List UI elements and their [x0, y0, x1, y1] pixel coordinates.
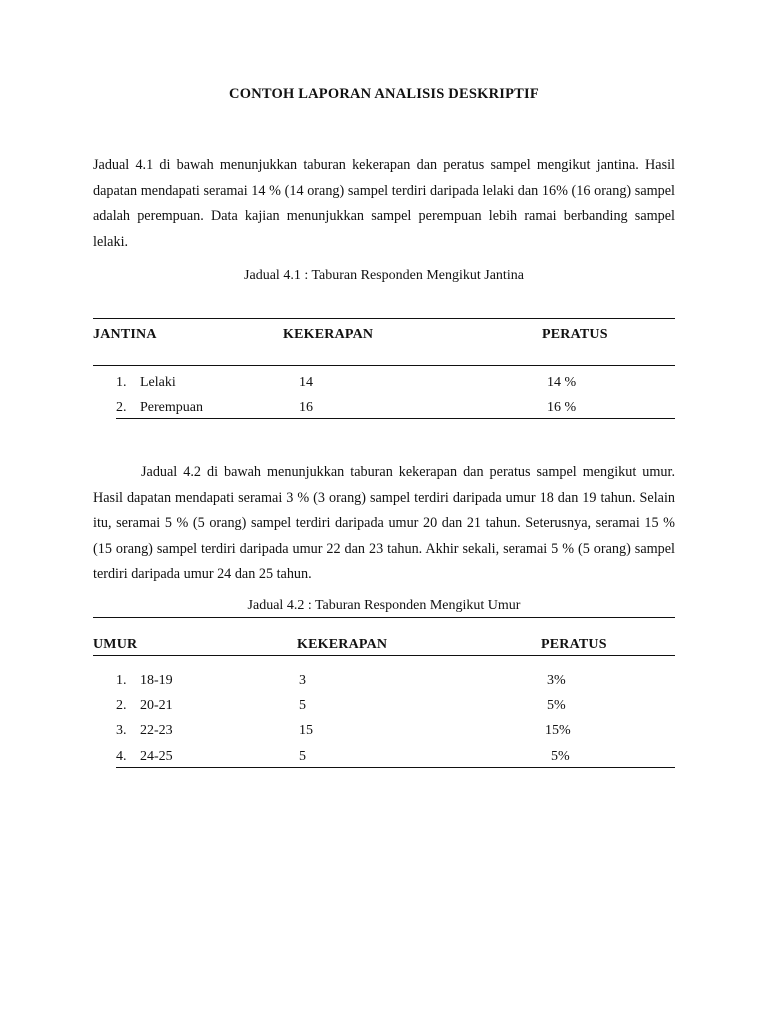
table1-top-rule — [93, 318, 675, 319]
document-title: CONTOH LAPORAN ANALISIS DESKRIPTIF — [229, 86, 539, 102]
row-number: 4. — [116, 749, 127, 764]
table1-header-rule — [93, 365, 675, 366]
row-number: 3. — [116, 723, 127, 738]
row-label: 24-25 — [140, 749, 173, 764]
table2-header-umur: UMUR — [93, 637, 138, 652]
row-frequency: 5 — [299, 749, 306, 764]
table1-header-jantina: JANTINA — [93, 327, 157, 342]
row-percent: 14 % — [547, 375, 577, 390]
row-frequency: 14 — [299, 375, 313, 390]
row-percent: 5% — [551, 749, 570, 764]
paragraph-umur: Jadual 4.2 di bawah menunjukkan taburan kekerapan dan peratus sampel mengikut umur. Hasil dapatan mendapati seramai 3 % (3 orang) sampel terdiri daripada umur 18 dan 19 tahun. Selain itu, seramai 5 % (5 orang) sampel terdiri daripada umur 20 dan 21 tahun. Seterusnya, seramai 15 % (15 orang) sampel terdiri daripada umur 22 dan 23 tahun. Akhir sekali, seramai 5 % (5 orang) sampel terdiri daripada umur 24 dan 25 tahun. — [93, 464, 675, 583]
row-label: 22-23 — [140, 723, 173, 738]
table1-header-peratus: PERATUS — [542, 327, 608, 342]
row-percent: 3% — [547, 673, 566, 688]
row-frequency: 15 — [299, 723, 313, 738]
table2-bottom-rule — [116, 767, 675, 768]
table2-caption: Jadual 4.2 : Taburan Responden Mengikut Umur — [247, 598, 521, 613]
row-label: 18-19 — [140, 673, 173, 688]
table2-header-peratus: PERATUS — [541, 637, 607, 652]
row-frequency: 16 — [299, 400, 313, 415]
row-number: 1. — [116, 375, 127, 390]
row-number: 1. — [116, 673, 127, 688]
row-percent: 15% — [545, 723, 571, 738]
row-label: 20-21 — [140, 698, 173, 713]
table2-top-rule — [93, 617, 675, 618]
row-frequency: 3 — [299, 673, 306, 688]
table2-header-kekerapan: KEKERAPAN — [297, 637, 388, 652]
row-number: 2. — [116, 698, 127, 713]
row-frequency: 5 — [299, 698, 306, 713]
paragraph-jantina: Jadual 4.1 di bawah menunjukkan taburan kekerapan dan peratus sampel mengikut jantina. Hasil dapatan mendapati seramai 14 % (14 orang) sampel terdiri daripada lelaki dan 16% (16 orang) sampel adalah perempuan. Data kajian menunjukkan sampel perempuan lebih ramai berbanding sampel lelaki. — [93, 157, 675, 250]
row-label: Lelaki — [140, 375, 176, 390]
row-percent: 5% — [547, 698, 566, 713]
table2-header-rule — [93, 655, 675, 656]
row-percent: 16 % — [547, 400, 577, 415]
table1-bottom-rule — [116, 418, 675, 419]
row-label: Perempuan — [140, 400, 203, 415]
table1-header-kekerapan: KEKERAPAN — [283, 327, 374, 342]
row-number: 2. — [116, 400, 127, 415]
table1-caption: Jadual 4.1 : Taburan Responden Mengikut Jantina — [244, 268, 524, 283]
